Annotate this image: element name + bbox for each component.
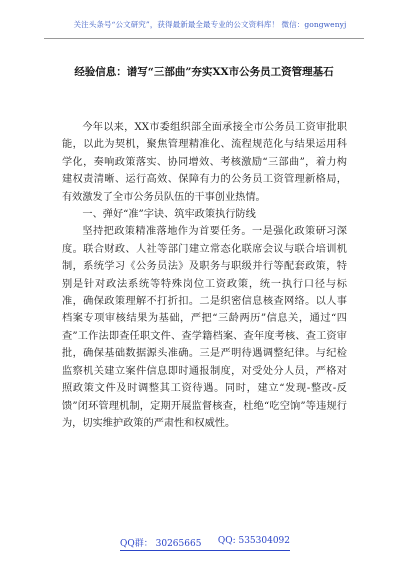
header-banner: 关注头条号“公文研究”，获得最新最全最专业的公文资料库！ 微信：gongwenyj [73,20,347,29]
document-body [62,119,347,432]
header-divider [44,38,364,39]
paragraph-intro: 今年以来，XX市委组织部全面承接全市公务员工资审批职能，以此为契机，聚焦管理精准化、流程规范化与结果运用科学化，奏响政策落实、协同增效、考核激励“三部曲”，着力构建权责清晰、运行高效、保障有力的公务员工资管理新格局，有效激发了全市公务员队伍的干事创业热情。 [62,122,347,203]
footer-contact [120,536,290,551]
section-heading-1: 一、弹好“准”字诀、筑牢政策执行防线 [82,209,256,221]
footer-qq-group: QQ群： 30265665 [120,539,202,549]
footer-qq-number: QQ: 535304092 [217,536,290,546]
document-title: 经验信息：谱写“三部曲”夯实XX市公务员工资管理基石 [74,66,334,78]
paragraph-section-1: 坚持把政策精准落地作为首要任务。一是强化政策研习深度。联合财政、人社等部门建立常态化联席会议与联合培训机制，系统学习《公务员法》及职务与职级并行等配套政策，特别是针对政法系统等特殊岗位工资政策，统一执行口径与标准，确保政策理解不打折扣。二是织密信息核查网络。以人事档案专项审核结果为基础，严把“三龄两历”信息关，通过“四查”工作法即查任职文件、查学籍档案、查年度考核、查工资审批，确保基础数据源头准确。三是严明待遇调整纪律。与纪检监察机关建立案件信息即时通报制度，对受处分人员，严格对照政策文件及时调整其工资待遇。同时，建立“发现-整改-反馈”闭环管理机制，定期开展监督核查，杜绝“吃空饷”等违规行为，切实维护政策的严肃性和权威性。 [62,226,347,429]
